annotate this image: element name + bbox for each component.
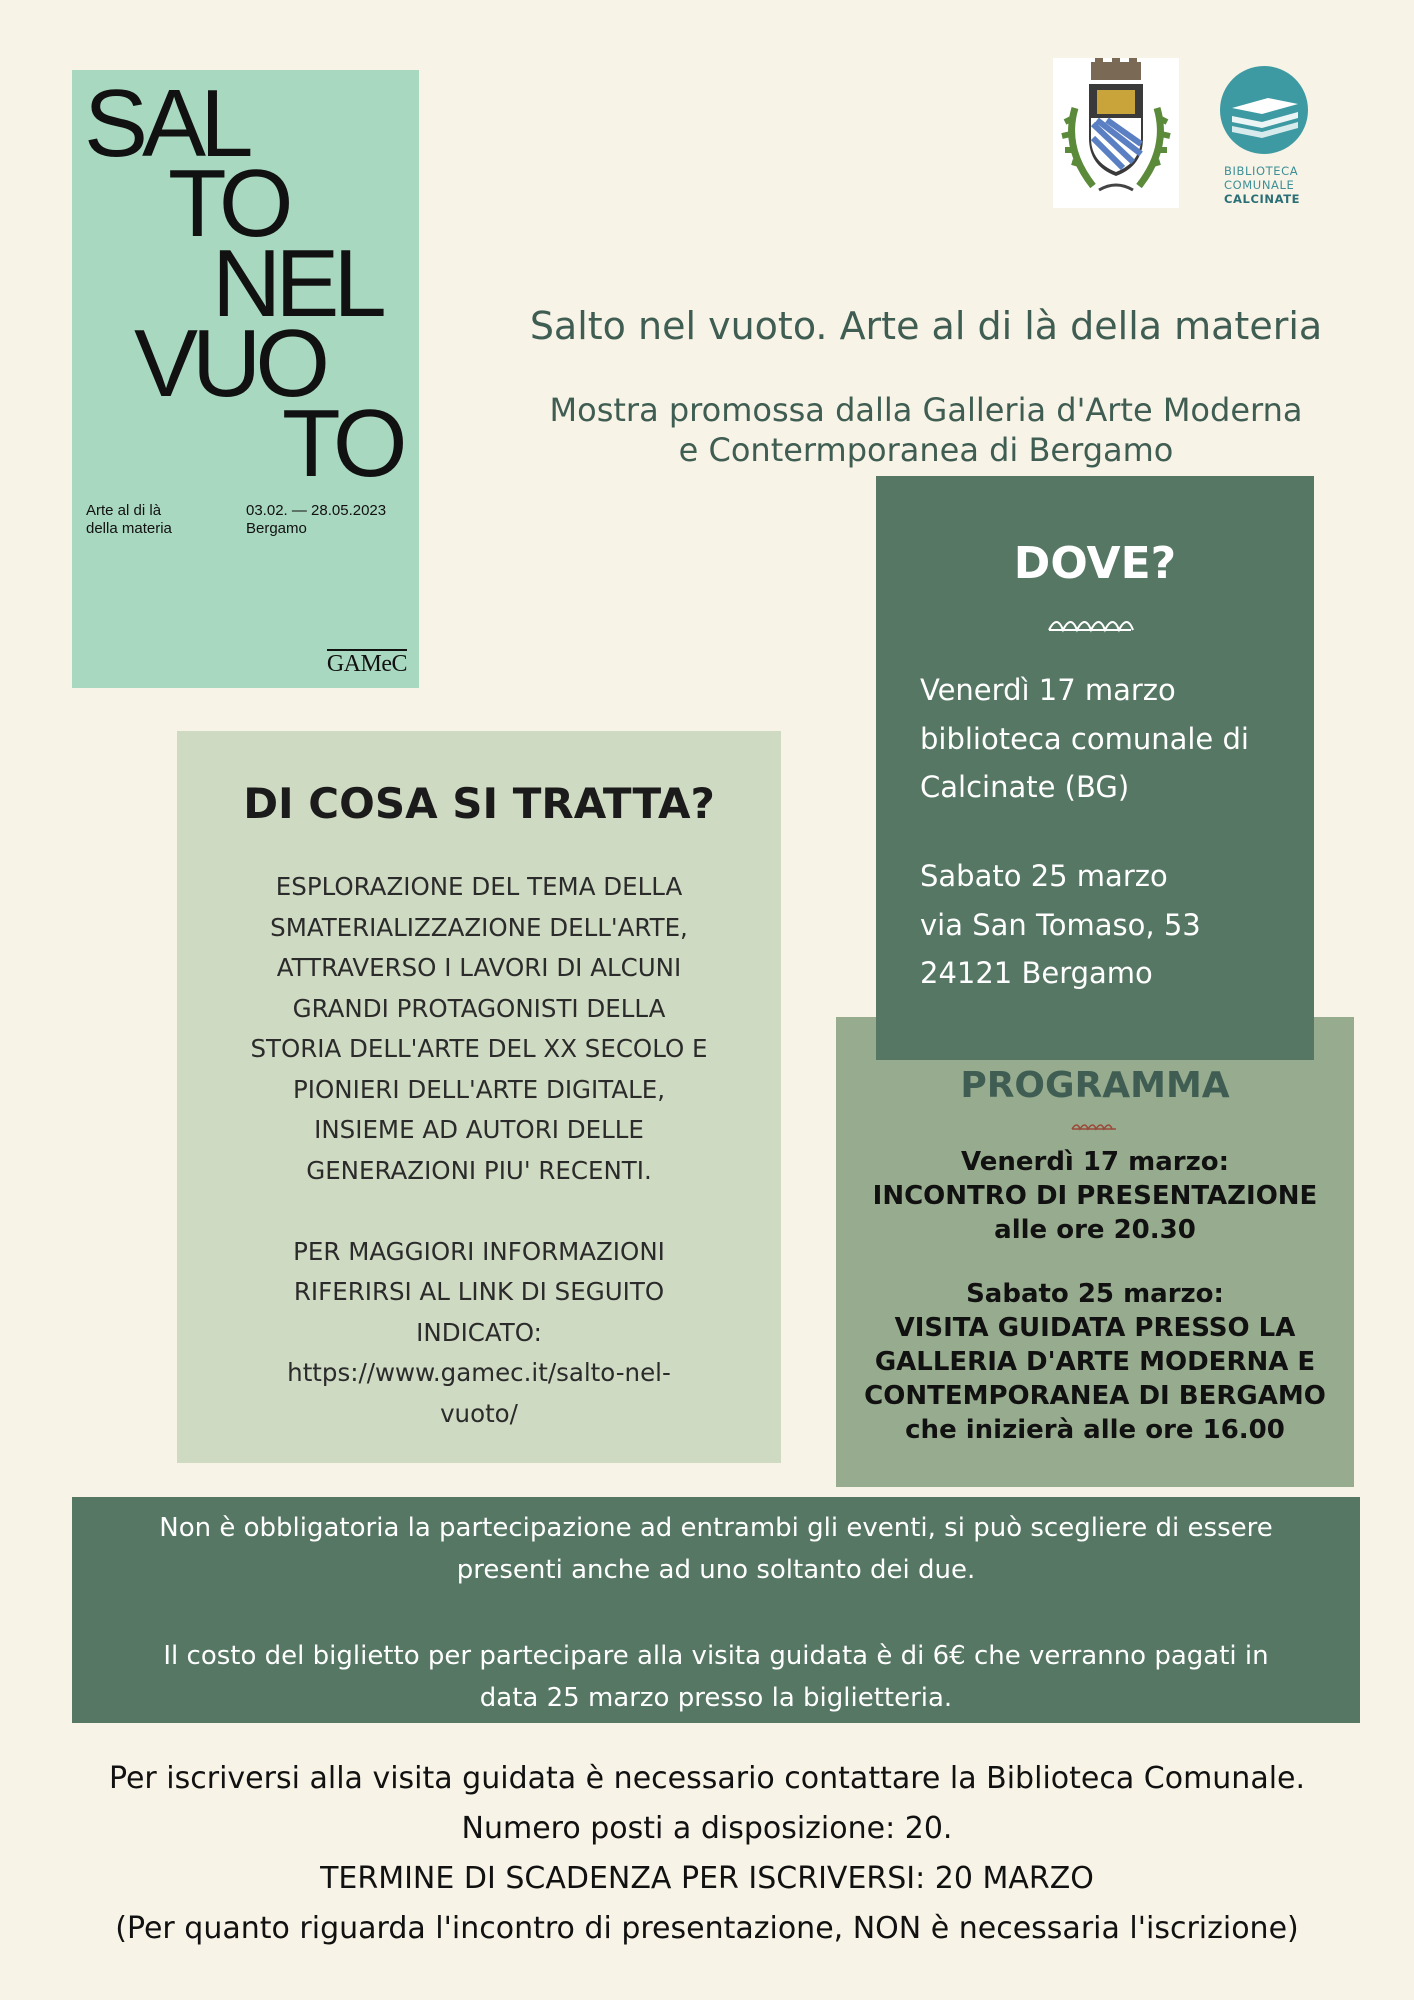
notice-line: Non è obbligatoria la partecipazione ad entrambi gli eventi, si può scegliere di essere <box>159 1513 1273 1543</box>
location-line: Sabato 25 marzo <box>920 859 1168 893</box>
location-line: 24121 Bergamo <box>920 956 1153 990</box>
description-body <box>217 867 741 1475</box>
ornament-icon <box>1045 614 1139 636</box>
notice-paragraph-1 <box>102 1507 1330 1591</box>
page-title: Salto nel vuoto. Arte al di là della materia <box>529 304 1323 348</box>
location-block-1 <box>920 666 1294 812</box>
page-subtitle <box>486 390 1366 470</box>
notice-line: data 25 marzo presso la biglietteria. <box>479 1683 953 1713</box>
poster-word: SAL <box>84 70 248 177</box>
programma-event-1 <box>846 1145 1344 1247</box>
description-line: SMATERIALIZZAZIONE DELL'ARTE, <box>270 912 688 942</box>
description-box <box>177 731 781 1463</box>
description-line: PIONIERI DELL'ARTE DIGITALE, <box>292 1074 665 1104</box>
biblioteca-logo <box>1218 64 1310 214</box>
location-line: via San Tomaso, 53 <box>920 907 1201 942</box>
info-link[interactable]: vuoto/ <box>440 1398 518 1428</box>
location-title: DOVE? <box>1013 538 1177 589</box>
poster-dates <box>246 502 386 538</box>
programma-box <box>836 1017 1354 1487</box>
event-line: GALLERIA D'ARTE MODERNA E <box>874 1347 1316 1377</box>
gamec-logo: GAMeC <box>326 651 407 677</box>
poster-word: TO <box>168 150 288 257</box>
programma-title: PROGRAMMA <box>960 1065 1230 1106</box>
notice-line: Il costo del biglietto per partecipare alla visita guidata è di 6€ che verranno pagati in <box>163 1641 1269 1671</box>
notice-paragraph-2 <box>102 1635 1330 1719</box>
programma-event-2 <box>846 1277 1344 1447</box>
footer-line: Numero posti a disposizione: 20. <box>461 1811 953 1846</box>
info-line: PER MAGGIORI INFORMAZIONI <box>293 1236 665 1266</box>
biblioteca-line: BIBLIOTECA <box>1224 164 1299 178</box>
footer-line: TERMINE DI SCADENZA PER ISCRIVERSI: 20 MARZO <box>320 1861 1094 1896</box>
footer-line: (Per quanto riguarda l'incontro di presentazione, NON è necessaria l'iscrizione) <box>115 1911 1299 1946</box>
event-line: alle ore 20.30 <box>994 1215 1196 1245</box>
biblioteca-name <box>1224 164 1300 206</box>
location-block-2 <box>920 852 1294 998</box>
biblioteca-line: COMUNALE <box>1224 178 1295 192</box>
poster-location: Bergamo <box>246 520 307 537</box>
event-line: INCONTRO DI PRESENTAZIONE <box>872 1181 1318 1211</box>
notice-line: presenti anche ad uno soltanto dei due. <box>456 1555 976 1585</box>
biblioteca-line: CALCINATE <box>1224 192 1301 206</box>
location-box <box>876 476 1314 1060</box>
ornament-icon <box>1070 1121 1122 1133</box>
location-line: Calcinate (BG) <box>920 770 1130 804</box>
poster-subtitle-line: Arte al di là <box>86 502 162 519</box>
subtitle-line: Mostra promossa dalla Galleria d'Arte Moderna <box>549 391 1303 429</box>
description-line: GENERAZIONI PIU' RECENTI. <box>306 1155 652 1185</box>
registration-info <box>40 1754 1374 1954</box>
crest-icon <box>1053 58 1179 208</box>
books-icon <box>1218 64 1310 156</box>
notice-bar <box>72 1497 1360 1723</box>
coat-of-arms-logo <box>1053 58 1179 208</box>
event-line: CONTEMPORANEA DI BERGAMO <box>864 1381 1326 1411</box>
event-line: Sabato 25 marzo: <box>966 1279 1224 1309</box>
location-line: Venerdì 17 marzo <box>920 673 1176 707</box>
description-line: ESPLORAZIONE DEL TEMA DELLA <box>275 872 683 901</box>
event-line: Venerdì 17 marzo: <box>961 1147 1229 1177</box>
poster-word: TO <box>282 390 402 497</box>
event-line: VISITA GUIDATA PRESSO LA <box>894 1313 1296 1343</box>
info-line: RIFERIRSI AL LINK DI SEGUITO <box>293 1277 665 1306</box>
poster-dates-line: 03.02. — 28.05.2023 <box>246 502 387 519</box>
exhibition-poster <box>72 70 419 688</box>
poster-word: NEL <box>212 230 381 337</box>
poster-subtitle <box>86 502 172 538</box>
event-line: che inizierà alle ore 16.00 <box>905 1415 1285 1445</box>
description-line: GRANDI PROTAGONISTI DELLA <box>292 993 666 1023</box>
poster-word: VUO <box>134 310 325 417</box>
location-line: biblioteca comunale di <box>920 721 1249 756</box>
description-line: ATTRAVERSO I LAVORI DI ALCUNI <box>276 953 682 982</box>
poster-subtitle-line: della materia <box>86 520 172 537</box>
subtitle-line: e Contermporanea di Bergamo <box>678 431 1174 469</box>
description-line: STORIA DELL'ARTE DEL XX SECOLO E <box>250 1034 708 1063</box>
footer-line: Per iscriversi alla visita guidata è necessario contattare la Biblioteca Comunale. <box>108 1761 1306 1796</box>
info-line: INDICATO: <box>416 1317 542 1347</box>
description-line: INSIEME AD AUTORI DELLE <box>314 1115 644 1144</box>
info-link[interactable]: https://www.gamec.it/salto-nel- <box>287 1358 671 1387</box>
description-title: DI COSA SI TRATTA? <box>243 779 715 828</box>
